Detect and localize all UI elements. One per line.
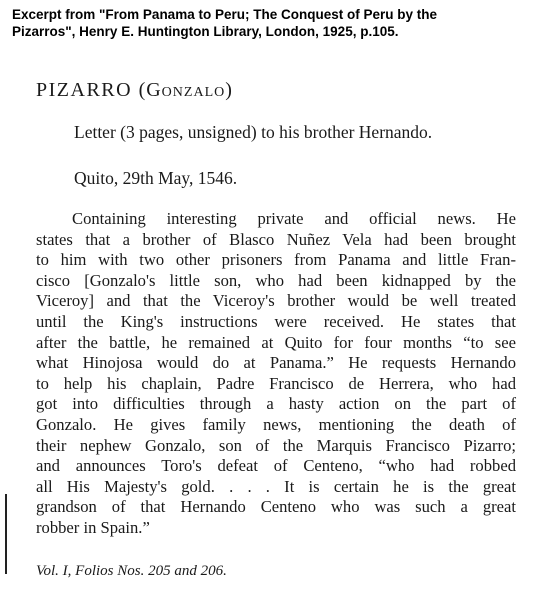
folio-reference: Vol. I, Folios Nos. 205 and 206. — [36, 563, 227, 579]
summary-line: and announces Toro's defeat of Centeno, “who had robbed — [36, 456, 516, 476]
summary-line: what Hinojosa would do at Panama.” He requests Hernando — [36, 353, 516, 373]
summary-line: robber in Spain.” — [36, 517, 150, 537]
entry-title — [36, 79, 233, 102]
source-caption — [12, 6, 512, 40]
summary-line: their nephew Gonzalo, son of the Marquis Francisco Pizarro; — [36, 435, 516, 455]
summary-line: after the battle, he remained at Quito for four months “to see — [36, 332, 516, 352]
summary-line: got into difficulties through a hasty action on the part of — [36, 394, 516, 414]
entry-title-name: PIZARRO — [36, 79, 133, 101]
letter-summary — [36, 209, 516, 539]
summary-line: Containing interesting private and official news. He — [72, 209, 516, 228]
summary-line: states that a brother of Blasco Nuñez Vela had been brought — [36, 229, 516, 249]
summary-line: cisco [Gonzalo's little son, who had been kidnapped by the — [36, 270, 516, 290]
summary-line: grandson of that Hernando Centeno who was such a great — [36, 497, 516, 517]
summary-line: until the King's instructions were received. He states that — [36, 311, 516, 331]
summary-line: Viceroy] and that the Viceroy's brother would be well treated — [36, 291, 516, 311]
letter-description: Letter (3 pages, unsigned) to his brother Hernando. — [74, 122, 433, 142]
entry-title-subname: (Gonzalo) — [138, 79, 233, 101]
summary-line: to help his chaplain, Padre Francisco de Herrera, who had — [36, 373, 516, 393]
summary-line: Gonzalo. He gives family news, mentioning the death of — [36, 414, 516, 434]
caption-line-2: Pizarros", Henry E. Huntington Library, London, 1925, p.105. — [12, 24, 399, 39]
place-and-date: Quito, 29th May, 1546. — [74, 168, 238, 188]
summary-line: to him with two other prisoners from Panama and little Fran- — [36, 250, 516, 270]
summary-line: all His Majesty's gold. . . . It is certain he is the great — [36, 476, 516, 496]
caption-line-1: Excerpt from "From Panama to Peru; The Conquest of Peru by the — [12, 7, 437, 22]
margin-mark — [5, 494, 7, 574]
